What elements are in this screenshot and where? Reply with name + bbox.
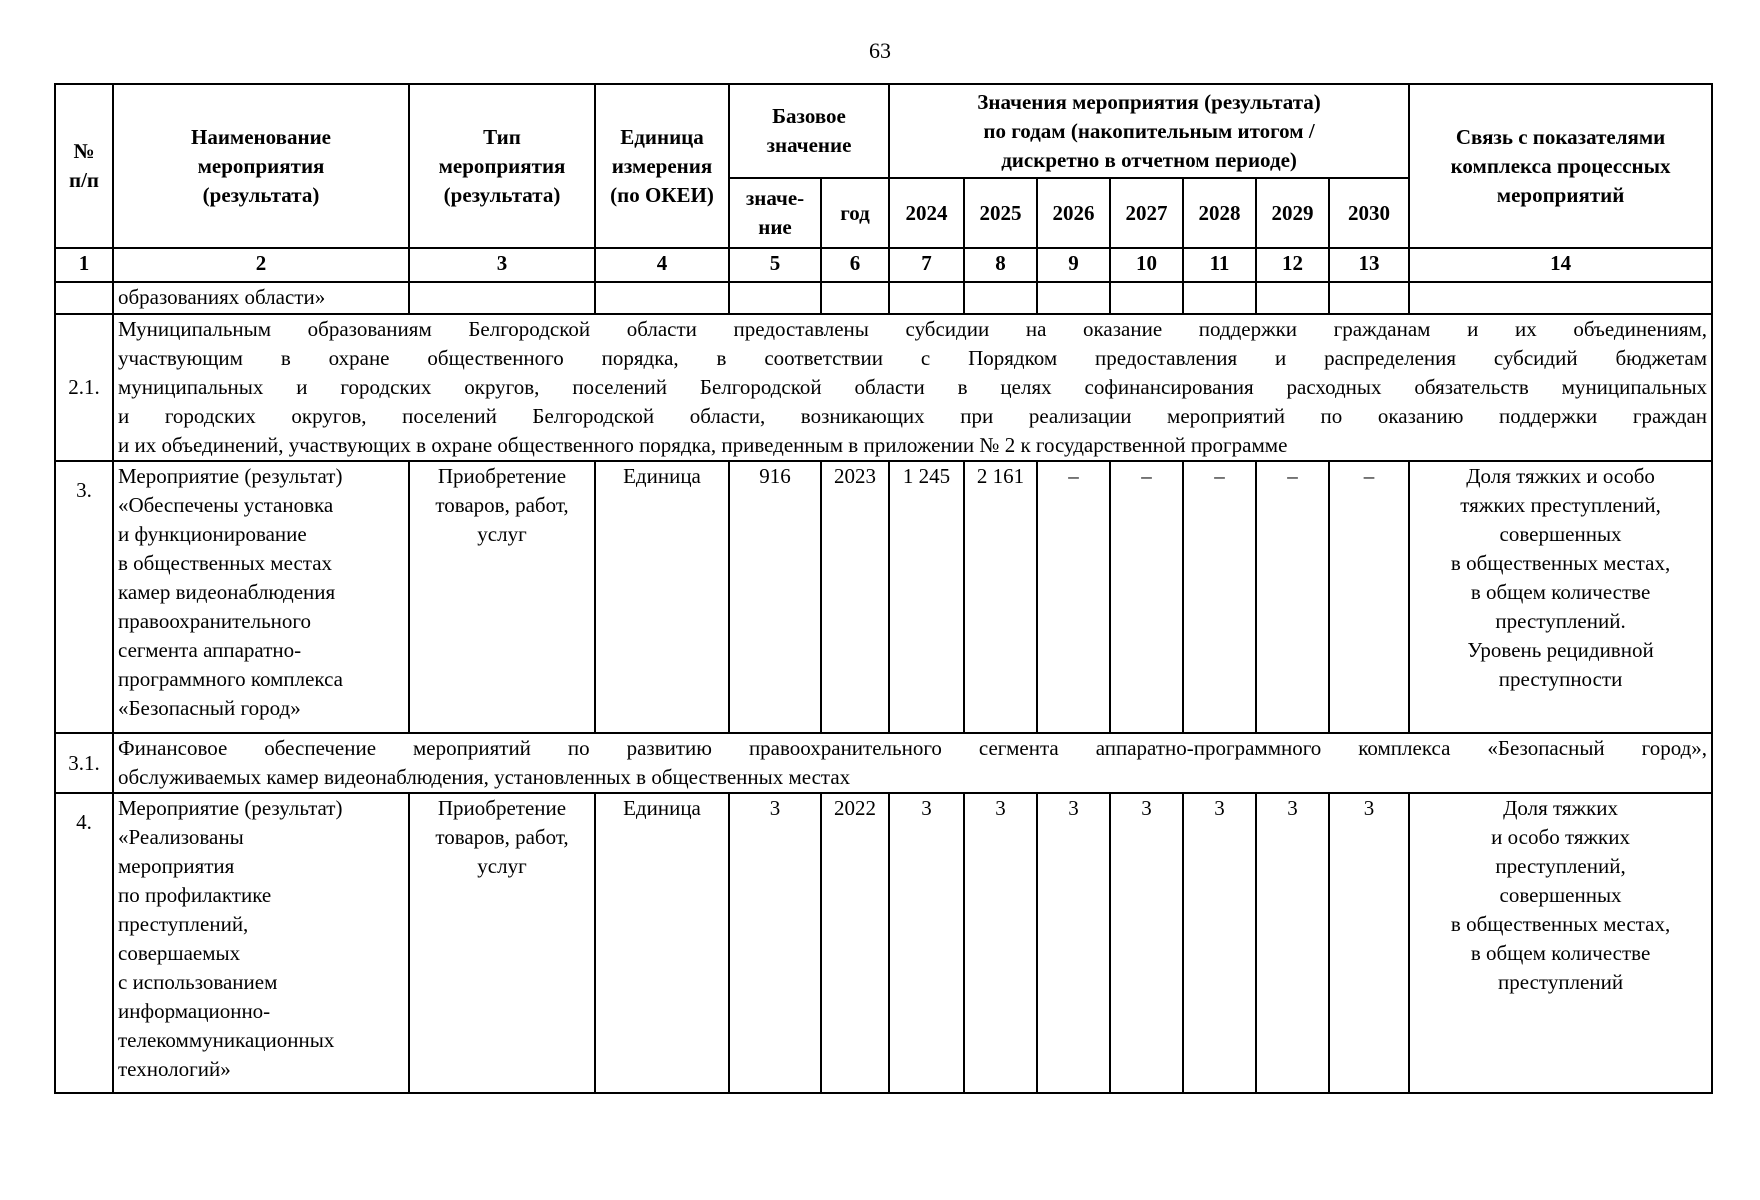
subitem-description <box>113 733 1712 793</box>
table-row <box>55 793 1712 1093</box>
value-2029: 3 <box>1256 793 1329 1093</box>
header-year-2028: 2028 <box>1183 178 1256 248</box>
header-year-2027: 2027 <box>1110 178 1183 248</box>
header-year-2026: 2026 <box>1037 178 1110 248</box>
value-2027: 3 <box>1110 793 1183 1093</box>
value-2027: – <box>1110 461 1183 733</box>
header-base-value: значе- ние <box>729 178 821 248</box>
linked-indicators: Доля тяжких и особо тяжких преступлений, совершенных в общественных местах, в общем количестве преступлений <box>1409 793 1712 1093</box>
base-year: 2023 <box>821 461 889 733</box>
row-number: 4. <box>55 793 113 1093</box>
measure-unit: Единица <box>595 461 729 733</box>
base-value: 3 <box>729 793 821 1093</box>
value-2024: 1 245 <box>889 461 964 733</box>
text-line: обслуживаемых камер видеонаблюдения, установленных в общественных местах <box>118 765 851 789</box>
value-2026: – <box>1037 461 1110 733</box>
column-number: 2 <box>113 248 409 282</box>
header-values-by-year: Значения мероприятия (результата) по годам (накопительным итогом / дискретно в отчетном периоде) <box>889 84 1409 178</box>
value-2029: – <box>1256 461 1329 733</box>
value-2025: 2 161 <box>964 461 1037 733</box>
column-numbers-row <box>55 248 1712 282</box>
header-num: № п/п <box>55 84 113 248</box>
base-value: 916 <box>729 461 821 733</box>
measure-type: Приобретение товаров, работ, услуг <box>409 793 595 1093</box>
page-number: 63 <box>869 38 891 63</box>
header-year-2030: 2030 <box>1329 178 1409 248</box>
value-2030: – <box>1329 461 1409 733</box>
value-2030: 3 <box>1329 793 1409 1093</box>
measure-unit: Единица <box>595 793 729 1093</box>
row-number: 3. <box>55 461 113 733</box>
value-2028: 3 <box>1183 793 1256 1093</box>
base-year: 2022 <box>821 793 889 1093</box>
column-number: 1 <box>55 248 113 282</box>
table-row <box>55 461 1712 733</box>
row-number: 2.1. <box>55 314 113 461</box>
measure-name: Мероприятие (результат) «Обеспечены установка и функционирование в общественных местах камер видеонаблюдения правоохранительного сегмента аппаратно- программного комплекса «Безопасный город» <box>113 461 409 733</box>
text-line: и городских округов, поселений Белгородской области, возникающих при реализации мероприятий по оказанию поддержки граждан <box>118 404 1708 428</box>
value-2026: 3 <box>1037 793 1110 1093</box>
table-row <box>55 733 1712 793</box>
column-number: 11 <box>1183 248 1256 282</box>
header-base: Базовое значение <box>729 84 889 178</box>
continuation-text: образованиях области» <box>113 282 409 314</box>
program-measures-table <box>54 83 1713 1094</box>
value-2024: 3 <box>889 793 964 1093</box>
text-line: Муниципальным образованиям Белгородской области предоставлены субсидии на оказание поддержки гражданам и их объединениям, <box>118 317 1708 341</box>
text-line: и их объединений, участвующих в охране общественного порядка, приведенным в приложении № 2 к государственной программе <box>118 433 1288 457</box>
value-2025: 3 <box>964 793 1037 1093</box>
continuation-row <box>55 282 1712 314</box>
column-number: 13 <box>1329 248 1409 282</box>
measure-name: Мероприятие (результат) «Реализованы мероприятия по профилактике преступлений, совершаемых с использованием информационно- телекоммуникационных технологий» <box>113 793 409 1093</box>
header-link: Связь с показателями комплекса процессных мероприятий <box>1409 84 1712 248</box>
header-year-2024: 2024 <box>889 178 964 248</box>
value-2028: – <box>1183 461 1256 733</box>
column-number: 9 <box>1037 248 1110 282</box>
column-number: 7 <box>889 248 964 282</box>
column-number: 12 <box>1256 248 1329 282</box>
measure-type: Приобретение товаров, работ, услуг <box>409 461 595 733</box>
column-number: 14 <box>1409 248 1712 282</box>
header-name: Наименование мероприятия (результата) <box>113 84 409 248</box>
header-type: Тип мероприятия (результата) <box>409 84 595 248</box>
column-number: 6 <box>821 248 889 282</box>
text-line: муниципальных и городских округов, поселений Белгородской области в целях софинансирования расходных обязательств муниципальных <box>118 375 1708 399</box>
header-base-year: год <box>821 178 889 248</box>
text-line: Финансовое обеспечение мероприятий по развитию правоохранительного сегмента аппаратно-программного комплекса «Безопасный город», <box>118 736 1708 760</box>
header-unit: Единица измерения (по ОКЕИ) <box>595 84 729 248</box>
header-year-2025: 2025 <box>964 178 1037 248</box>
column-number: 5 <box>729 248 821 282</box>
column-number: 8 <box>964 248 1037 282</box>
linked-indicators: Доля тяжких и особо тяжких преступлений, совершенных в общественных местах, в общем количестве преступлений. Уровень рецидивной преступности <box>1409 461 1712 733</box>
header-year-2029: 2029 <box>1256 178 1329 248</box>
column-number: 3 <box>409 248 595 282</box>
subitem-description <box>113 314 1712 461</box>
text-line: участвующим в охране общественного порядка, в соответствии с Порядком предоставления и распределения субсидий бюджетам <box>118 346 1708 370</box>
column-number: 4 <box>595 248 729 282</box>
row-number: 3.1. <box>55 733 113 793</box>
column-number: 10 <box>1110 248 1183 282</box>
table-row <box>55 314 1712 461</box>
